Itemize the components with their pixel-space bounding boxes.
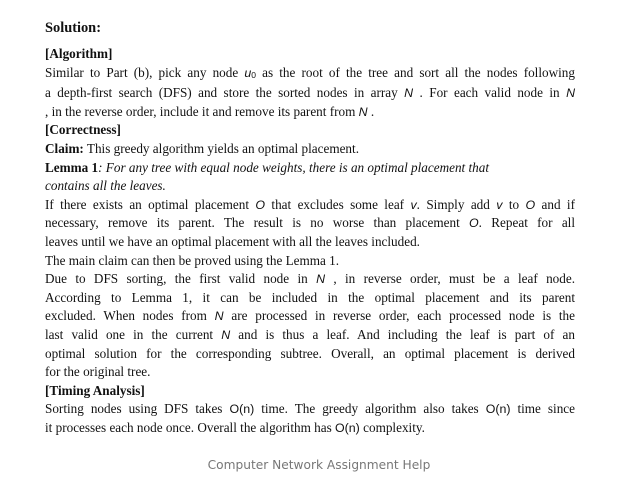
lemma-line-2: contains all the leaves. [45,178,166,194]
text: Sorting nodes using DFS takes [45,401,230,417]
reason-line-4 [45,326,575,345]
document-body [45,19,575,437]
text: time. The greedy algorithm also takes [254,401,486,417]
math-u-subscript: 0 [251,69,256,80]
correctness-title: [Correctness] [45,122,121,138]
reason-line-2: According to Lemma 1, it can be included in the optimal placement and its parent [45,289,575,305]
text: to [502,196,526,212]
math-N: N [358,104,368,119]
math-O: O [255,197,266,212]
solution-heading: Solution: [45,20,101,36]
text: . Repeat for all [478,215,575,231]
math-N: N [566,86,576,101]
text: and if [535,196,575,212]
text: , in the reverse order, include it and remove its parent from [45,103,359,119]
algorithm-title: [Algorithm] [45,46,113,61]
math-O: O [469,216,479,231]
timing-title: [Timing Analysis] [45,382,145,398]
math-N: N [404,86,414,101]
text: last valid one in the current [45,326,222,342]
reason-line-1 [45,270,575,289]
text: excluded. When nodes from [45,308,215,324]
lemma-text: : For any tree with equal node weights, there is an optimal placement that [98,159,490,175]
math-N: N [221,327,231,342]
text: and is thus a leaf. And including the leaf is part of an [230,326,575,342]
math-O: O [525,197,536,212]
proof-line-3: leaves until we have an optimal placement with all the leaves included. [45,233,420,249]
text: If there exists an optimal placement [45,196,256,212]
text: complexity. [359,419,425,435]
text: , in reverse order, must be a leaf node. [325,271,575,287]
proof-line-2 [45,214,575,233]
text: . Simply add [416,196,497,212]
footer-caption: Computer Network Assignment Help [207,458,431,472]
proof-line-4: The main claim can then be proved using the Lemma 1. [45,252,340,268]
timing-line-1 [45,400,575,419]
text: . [367,103,375,119]
math-v: v [496,197,503,212]
timing-line-2 [45,419,575,438]
lemma-label: Lemma 1 [45,159,99,175]
proof-line-1 [45,196,575,215]
text: This greedy algorithm yields an optimal placement. [83,140,359,156]
text: that excludes some leaf [265,196,411,212]
text: Due to DFS sorting, the first valid node in [45,271,317,287]
text: are processed in reverse order, each processed node is the [223,308,575,324]
reason-line-6: for the original tree. [45,364,151,380]
text: necessary, remove its parent. The result is no worse than placement [45,215,470,231]
text: Similar to Part (b), pick any node [45,64,245,80]
text: . For each valid node in [413,85,567,101]
text: time since [510,401,576,417]
lemma-line-1 [45,159,575,178]
claim-line [45,140,575,159]
math-On: O(n) [485,402,511,417]
reason-line-3 [45,307,575,326]
math-On: O(n) [229,402,255,417]
text: as the root of the tree and sort all the nodes following [255,64,575,80]
algorithm-line-1 [45,64,575,85]
math-N: N [316,272,326,287]
claim-label: Claim: [45,140,84,156]
algorithm-line-3 [45,103,575,122]
text: it processes each node once. Overall the algorithm has [45,419,336,435]
math-N: N [214,309,224,324]
math-u0 [244,66,256,80]
math-u: u [244,65,252,80]
math-v: v [410,197,417,212]
algorithm-line-2 [45,84,575,103]
reason-line-5: optimal solution for the corresponding subtree. Overall, an optimal placement is derived [45,345,575,361]
math-On: O(n) [335,420,360,435]
text: a depth-first search (DFS) and store the sorted nodes in array [45,85,405,101]
